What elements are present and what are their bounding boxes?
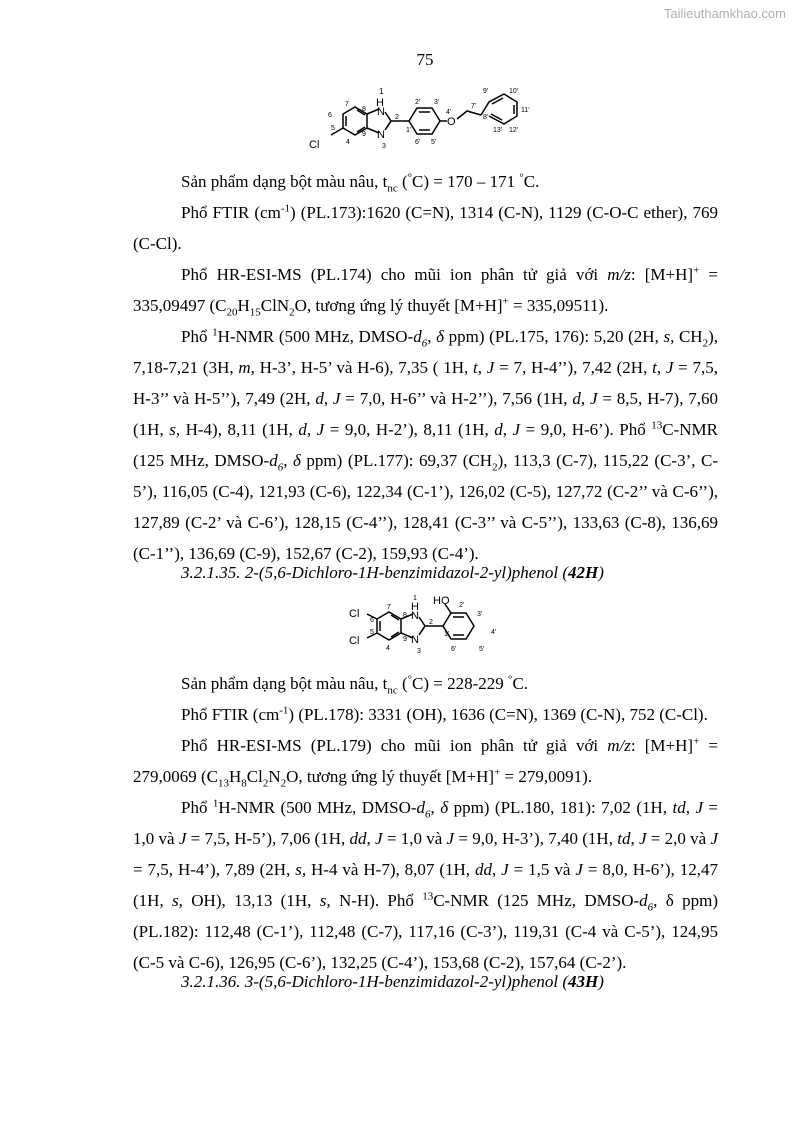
section-heading-43h: 3.2.1.36. 3-(5,6-Dichloro-1H-benzimidazol-2-yl)phenol (43H) bbox=[181, 972, 604, 991]
atom-label: HO bbox=[433, 595, 450, 607]
atom-label: 3' bbox=[477, 611, 483, 618]
atom-label: 4' bbox=[446, 109, 452, 116]
atom-label: 6' bbox=[415, 139, 421, 146]
compound2-appearance: Sản phẩm dạng bột màu nâu, $t_{nc}$ (°C) = 228-229 °C. bbox=[181, 673, 529, 697]
atom-label: 1' bbox=[406, 127, 412, 134]
atom-label: 7 bbox=[345, 101, 349, 108]
atom-label: 10' bbox=[509, 88, 519, 95]
atom-label: 1' bbox=[444, 631, 450, 638]
compound2-nmr: Phổ $^1$H-NMR (500 MHz, DMSO-$d_6$, δ ppm) (PL.180, 181): 7,02 (1H, td, J = 1,0 và J = 7,5, H-5’), 7,06 (1H, dd, J = 1,0 và J = 9,0, H-3’), 7,40 (1H, td, J = 2,0 và J = 7,5, H-4’), 7,89 (2H, s, H-4 và H-7), 8,07 (1H, dd, J = 1,5 và J = 8,0, H-6’), 12,47 (1H, s, OH), 13,13 (1H, s, N-H). Phổ $^{13}$C-NMR (125 MHz, DMSO-$d_6$, δ ppm) (PL.182): 112,48 (C-1’), 112,48 (C-7), 117,16 (C-3’), 119,31 (C-4 và C-5’), 124,95 (C-5 và C-6), 126,95 (C-6’), 132,25 (C-4’), 153,68 (C-2), 157,64 (C-2’). bbox=[133, 797, 719, 972]
atom-label: 4 bbox=[346, 139, 350, 146]
compound2-hrms: Phổ HR-ESI-MS (PL.179) cho mũi ion phân tử giả với m/z: [M+H]+ = 279,0069 ($C_{13}H_8Cl_2N_2O$, tương ứng lý thuyết [M+H]+ = 279,0091). bbox=[133, 735, 718, 790]
compound1-appearance: Sản phẩm dạng bột màu nâu, $t_{nc}$ (°C) = 170 – 171 °C. bbox=[181, 171, 540, 195]
atom-label: Cl bbox=[309, 139, 320, 151]
watermark: Tailieuthamkhao.com bbox=[663, 6, 786, 21]
atom-label: 11' bbox=[521, 107, 530, 114]
atom-label: N bbox=[377, 106, 385, 118]
atom-label: 5' bbox=[431, 139, 437, 146]
atom-label: 2' bbox=[459, 602, 465, 609]
atom-label: 3 bbox=[382, 143, 386, 150]
atom-label: 6 bbox=[328, 112, 332, 119]
atom-label: Cl bbox=[349, 635, 360, 647]
structure-compound-1 bbox=[305, 86, 555, 158]
atom-label: 7' bbox=[471, 103, 477, 110]
atom-label: Cl bbox=[349, 608, 360, 620]
atom-label: 8 bbox=[362, 106, 366, 113]
atom-label: N bbox=[411, 634, 419, 646]
atom-label: O bbox=[447, 116, 456, 128]
structure-compound-2 bbox=[345, 592, 505, 662]
atom-label: 5' bbox=[479, 646, 485, 653]
atom-label: 9' bbox=[483, 88, 489, 95]
atom-label: 4' bbox=[491, 629, 497, 636]
atom-label: H bbox=[376, 97, 384, 109]
atom-label: 9 bbox=[403, 636, 407, 643]
page-number: 75 bbox=[416, 50, 434, 69]
compound1-hrms: Phổ HR-ESI-MS (PL.174) cho mũi ion phân tử giả với m/z: [M+H]+ = 335,09497 ($C_{20}H_{15}ClN_2O$, tương ứng lý thuyết [M+H]+ = 335,09511). bbox=[133, 264, 718, 319]
atom-label: 7 bbox=[387, 604, 391, 611]
atom-label: 2 bbox=[429, 619, 433, 626]
atom-label: 6 bbox=[370, 617, 374, 624]
atom-label: 6' bbox=[451, 646, 457, 653]
atom-label: 2' bbox=[415, 99, 421, 106]
atom-label: 3' bbox=[434, 99, 440, 106]
atom-label: 12' bbox=[509, 127, 519, 134]
compound2-ftir: Phổ FTIR $(cm^{-1})$ (PL.178): 3331 (OH), 1636 (C=N), 1369 (C-N), 752 (C-Cl). bbox=[181, 704, 708, 724]
compound1-nmr: Phổ $^1$H-NMR (500 MHz, DMSO-$d_6$, δ ppm) (PL.175, 176): 5,20 (2H, s, $CH_2$), 7,18-7,21 (3H, m, H-3’, H-5’ và H-6), 7,35 ( 1H, t, J = 7, H-4’’), 7,42 (2H, t, J = 7,5, H-3’’ và H-5’’), 7,49 (2H, d, J = 7,0, H-6’’ và H-2’’), 7,56 (1H, d, J = 8,5, H-7), 7,60 (1H, s, H-4), 8,11 (1H, d, J = 9,0, H-2’), 8,11 (1H, d, J = 9,0, H-6’). Phổ $^{13}$C-NMR (125 MHz, DMSO-$d_6$, δ ppm) (PL.177): 69,37 $(CH_2)$, 113,3 (C-7), 115,22 (C-3’, C-5’), 116,05 (C-4), 121,93 (C-6), 122,34 (C-1’), 126,02 (C-5), 127,72 (C-2’’ và C-6’’), 127,89 (C-2’ và C-6’), 128,15 (C-4’’), 128,41 (C-3’’ và C-5’’), 133,63 (C-8), 136,69 (C-1’’), 136,69 (C-9), 152,67 (C-2), 159,93 (C-4’). bbox=[133, 326, 719, 563]
atom-label: 1 bbox=[413, 595, 417, 602]
atom-label: H bbox=[411, 601, 419, 613]
atom-label: N bbox=[377, 129, 385, 141]
atom-label: 3 bbox=[417, 648, 421, 655]
atom-label: 2 bbox=[395, 114, 399, 121]
atom-label: 8 bbox=[403, 612, 407, 619]
atom-label: N bbox=[411, 610, 419, 622]
atom-label: 5 bbox=[331, 125, 335, 132]
section-heading-42h: 3.2.1.35. 2-(5,6-Dichloro-1H-benzimidazol-2-yl)phenol (42H) bbox=[181, 563, 604, 582]
atom-label: 1 bbox=[379, 87, 384, 96]
atom-label: 5 bbox=[370, 629, 374, 636]
atom-label: 8' bbox=[483, 114, 489, 121]
atom-label: 13' bbox=[493, 127, 503, 134]
compound1-ftir: Phổ FTIR $(cm^{-1})$ (PL.173):1620 (C=N), 1314 (C-N), 1129 (C-O-C ether), 769 (C-Cl). bbox=[133, 202, 718, 253]
atom-label: 4 bbox=[386, 645, 390, 652]
atom-label: 9 bbox=[362, 131, 366, 138]
